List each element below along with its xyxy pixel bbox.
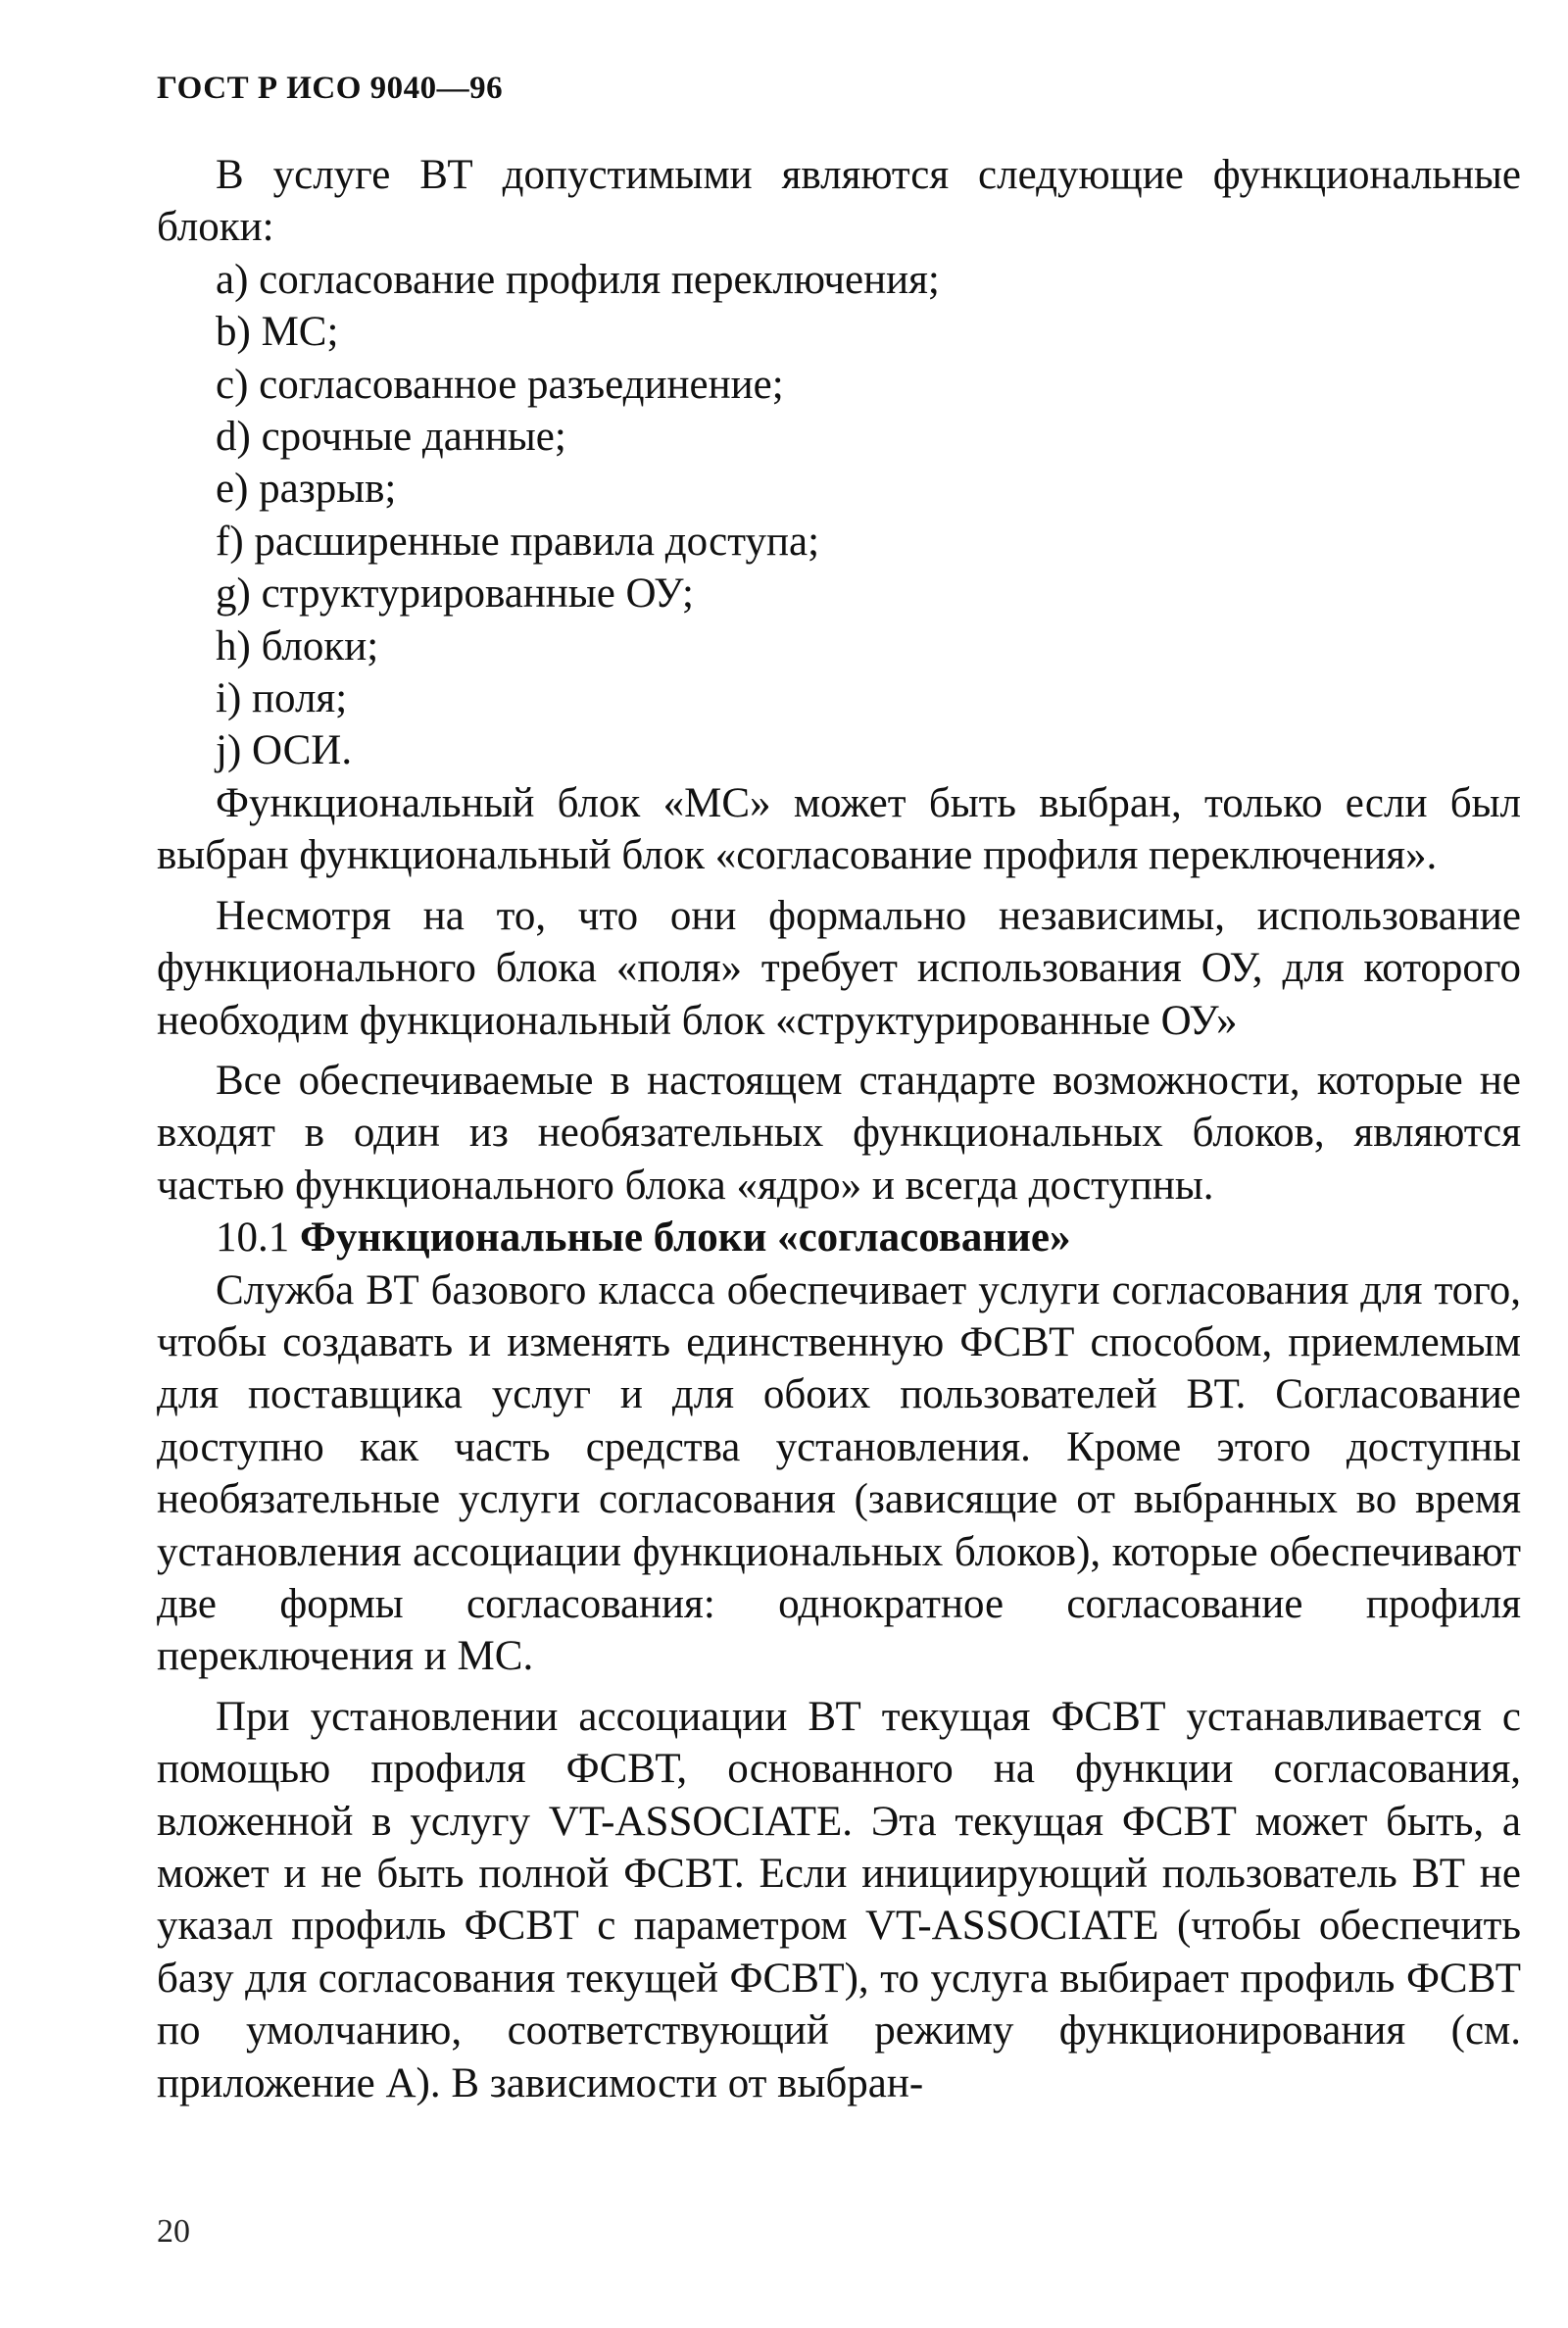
list-item: h) блоки; [216, 622, 379, 669]
page-number: 20 [157, 2213, 190, 2250]
section-title: Функциональные блоки «согласование» [300, 1214, 1071, 1262]
document-body [157, 149, 1521, 2109]
paragraph: Служба ВТ базового класса обеспечивает услуги согласования для того, чтобы создавать и изменять единственную ФСВТ способом, приемлемым для поставщика услуг и для обоих пользователей ВТ. Согласование доступно как часть средства установления. Кроме этого доступны необязательные услуги согласования (зависящие от выбранных во время установления ассоциации функциональных блоков), которые обеспечивают две формы согласования: однократное согласование профиля переключения и МС. [157, 1266, 1521, 1680]
list-item: а) согласование профиля переключения; [216, 256, 940, 303]
list-item: j) ОСИ. [216, 727, 353, 774]
document-header: ГОСТ Р ИСО 9040—96 [157, 71, 504, 106]
section-heading [157, 1212, 1521, 1263]
functional-blocks-list [157, 254, 1521, 777]
list-item: с) согласованное разъединение; [216, 361, 784, 408]
paragraph: Функциональный блок «МС» может быть выбран, только если был выбран функциональный блок «согласование профиля переключения». [157, 779, 1521, 879]
section-number: 10.1 [216, 1214, 290, 1262]
paragraph: При установлении ассоциации ВТ текущая ФСВТ устанавливается с помощью профиля ФСВТ, основанного на функции согласования, вложенной в услугу VT-ASSOCIATE. Эта текущая ФСВТ может быть, а может и не быть полной ФСВТ. Если инициирующий пользователь ВТ не указал профиль ФСВТ с параметром VT-ASSOCIATE (чтобы обеспечить базу для согласования текущей ФСВТ), то услуга выбирает профиль ФСВТ по умолчанию, соответствующий режиму функционирования (см. приложение А). В зависимости от выбран- [157, 1693, 1521, 2106]
list-item: b) МС; [216, 309, 339, 356]
list-item: е) разрыв; [216, 466, 397, 513]
list-item: d) срочные данные; [216, 414, 566, 461]
list-item: g) структурированные ОУ; [216, 570, 694, 618]
list-item: f) расширенные правила доступа; [216, 518, 820, 565]
list-item: i) поля; [216, 675, 348, 722]
paragraph: Несмотря на то, что они формально независимы, использование функционального блока «поля» требует использования ОУ, для которого необходим функциональный блок «структурированные ОУ» [157, 892, 1521, 1044]
paragraph: Все обеспечиваемые в настоящем стандарте возможности, которые не входят в один из необязательных функциональных блоков, являются частью функционального блока «ядро» и всегда доступны. [157, 1057, 1521, 1209]
intro-paragraph: В услуге ВТ допустимыми являются следующие функциональные блоки: [157, 152, 1521, 251]
